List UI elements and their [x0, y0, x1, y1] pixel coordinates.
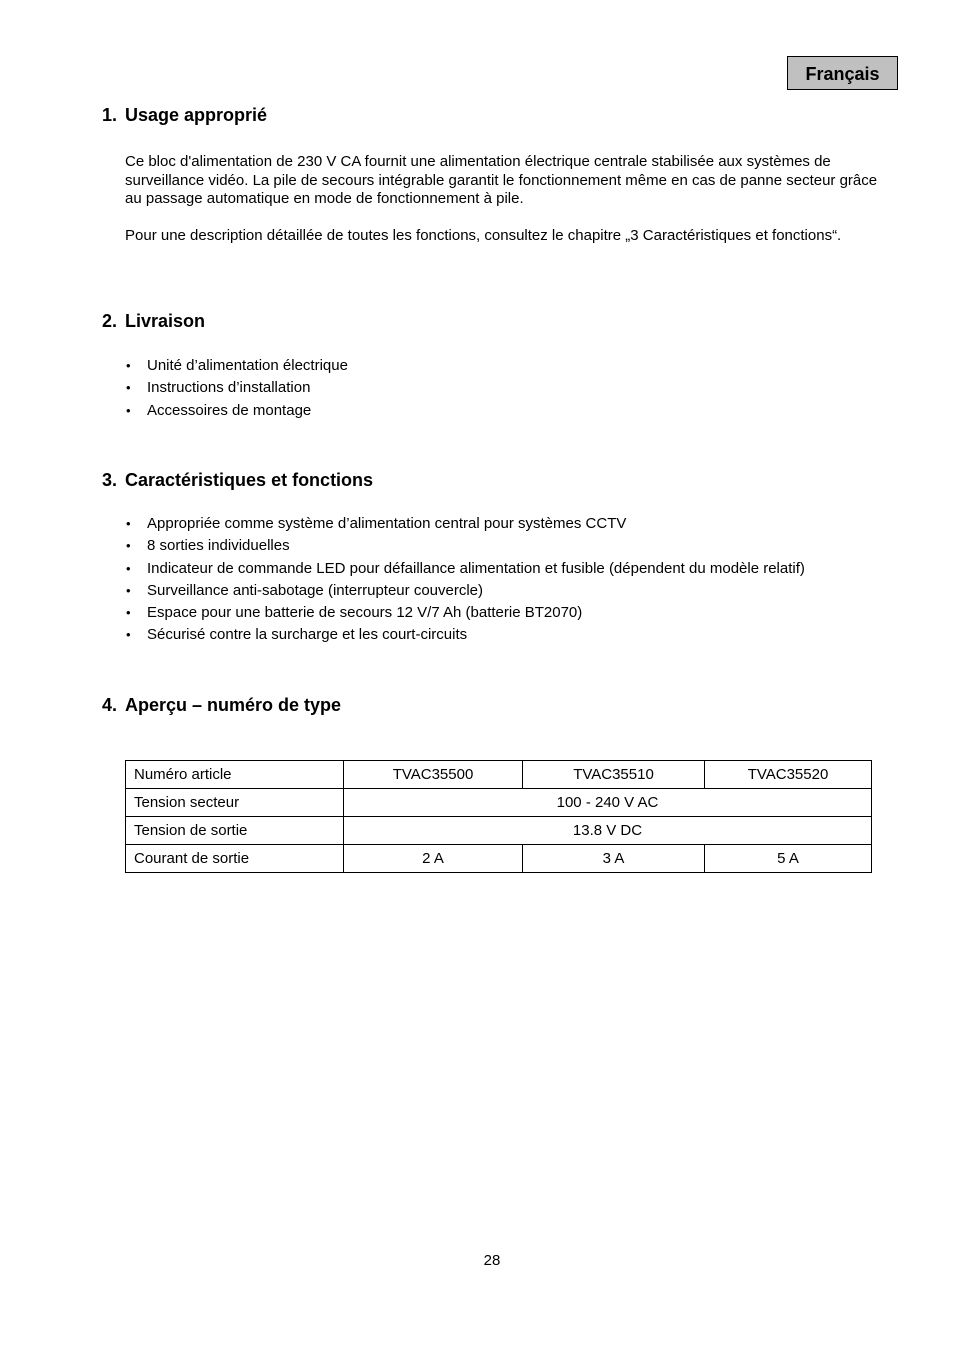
table-cell: TVAC35520 [705, 761, 872, 789]
list-item: • Appropriée comme système d’alimentation central pour systèmes CCTV [125, 513, 805, 535]
section-1-paragraph-2: Pour une description détaillée de toutes les fonctions, consultez le chapitre „3 Caractéristiques et fonctions“. [125, 227, 842, 244]
table-cell: 100 - 240 V AC [344, 789, 872, 817]
table-cell: TVAC35510 [523, 761, 705, 789]
section-2-number: 2. [102, 311, 118, 331]
table-cell: 13.8 V DC [344, 817, 872, 845]
section-2-title: Livraison [125, 311, 206, 331]
list-item: • Espace pour une batterie de secours 12 V/7 Ah (batterie BT2070) [125, 602, 805, 624]
features-list [125, 513, 805, 647]
section-1-title: Usage approprié [125, 105, 268, 125]
section-3-title: Caractéristiques et fonctions [125, 470, 374, 490]
table-cell: 5 A [705, 845, 872, 873]
table-cell: TVAC35500 [344, 761, 523, 789]
section-4-number: 4. [102, 695, 118, 715]
table-cell: 3 A [523, 845, 705, 873]
table-row [126, 817, 872, 845]
list-item: • Unité d’alimentation électrique [125, 355, 348, 377]
list-item: • Accessoires de montage [125, 400, 348, 422]
list-item: • Surveillance anti-sabotage (interrupteur couvercle) [125, 580, 805, 602]
delivery-list [125, 355, 348, 422]
section-1-heading [102, 105, 267, 126]
table-cell: Numéro article [126, 761, 344, 789]
table-row [126, 845, 872, 873]
table-cell: Courant de sortie [126, 845, 344, 873]
section-4-title: Aperçu – numéro de type [125, 695, 342, 715]
language-badge: Français [787, 56, 898, 90]
table-cell: Tension secteur [126, 789, 344, 817]
table-cell: Tension de sortie [126, 817, 344, 845]
type-overview-table [125, 760, 872, 873]
section-1-number: 1. [102, 105, 118, 125]
list-item: • Instructions d’installation [125, 377, 348, 399]
table-row [126, 761, 872, 789]
table-row [126, 789, 872, 817]
page-number: 28 [483, 1252, 501, 1269]
section-1-paragraph-1: Ce bloc d'alimentation de 230 V CA fournit une alimentation électrique centrale stabilisée aux systèmes de surveillance vidéo. La pile de secours intégrable garantit le fonctionnement même en cas de panne secteur grâce au passage automatique en mode de fonctionnement à pile. [125, 153, 878, 207]
list-item: • Sécurisé contre la surcharge et les court-circuits [125, 624, 805, 646]
section-2-heading [102, 311, 205, 332]
section-4-heading [102, 695, 341, 716]
list-item: • 8 sorties individuelles [125, 535, 805, 557]
section-3-number: 3. [102, 470, 118, 490]
section-3-heading [102, 470, 373, 491]
table-cell: 2 A [344, 845, 523, 873]
list-item: • Indicateur de commande LED pour défaillance alimentation et fusible (dépendent du modèle relatif) [125, 558, 805, 580]
